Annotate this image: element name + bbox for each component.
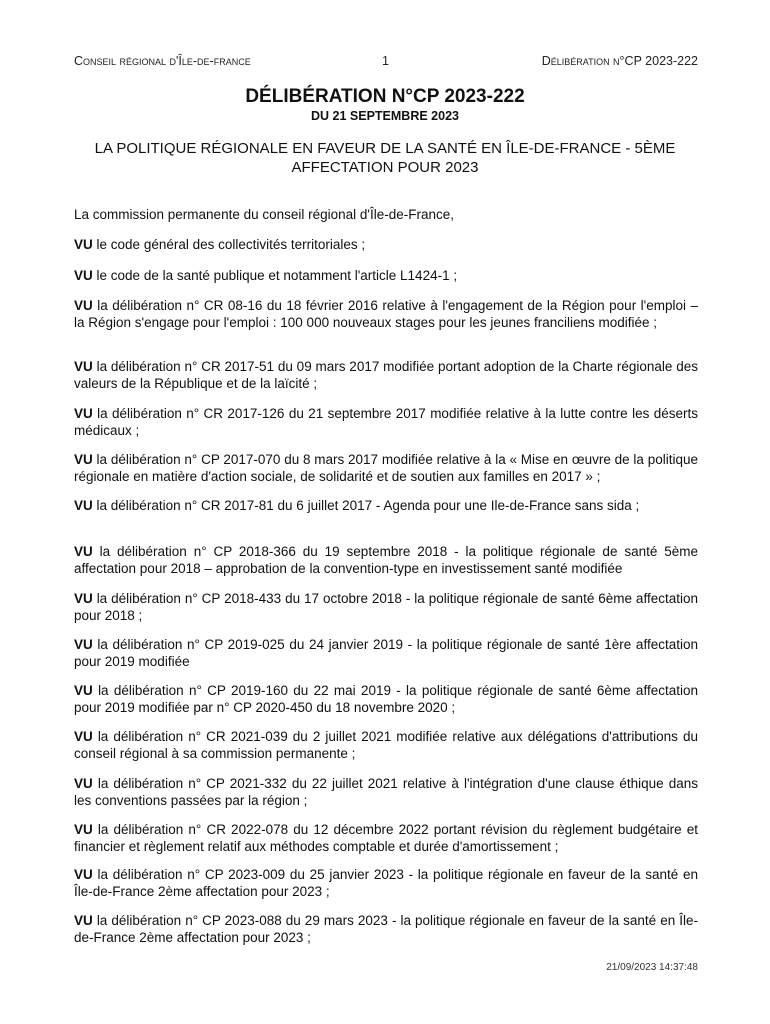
vu-text: la délibération n° CP 2023-009 du 25 janvier 2023 - la politique régionale en faveur de la santé en Île-de-France 2ème affectation pour 2023 ; [74,867,698,899]
vu-paragraph [74,636,698,670]
vu-label: VU [74,822,93,837]
vu-label: VU [74,498,93,513]
vu-text: la délibération n° CP 2018-366 du 19 septembre 2018 - la politique régionale de santé 5ème affectation pour 2018 – approbation de la convention-type en investissement santé modifiée [74,544,698,576]
vu-paragraph [74,682,698,716]
header-page-number: 1 [382,54,389,68]
vu-label: VU [74,867,93,882]
vu-text: le code général des collectivités territoriales ; [96,237,366,252]
vu-paragraph [74,297,698,331]
footer-timestamp: 21/09/2023 14:37:48 [606,962,698,973]
document-date: DU 21 SEPTEMBRE 2023 [311,109,459,123]
vu-paragraph [74,358,698,392]
vu-paragraph [74,866,698,900]
document-title: DÉLIBÉRATION N°CP 2023-222 [245,86,525,107]
vu-label: VU [74,452,93,467]
vu-text: la délibération n° CP 2021-332 du 22 juillet 2021 relative à l'intégration d'une clause éthique dans les conventions passées par la région ; [74,776,698,808]
vu-paragraph [74,236,698,253]
vu-label: VU [74,729,93,744]
vu-paragraph [74,821,698,855]
header-deliberation-ref: Délibération n°CP 2023-222 [541,54,698,68]
vu-text: la délibération n° CR 08-16 du 18 février 2016 relative à l'engagement de la Région pour l'emploi – la Région s'engage pour l'emploi : 100 000 nouveaux stages pour les jeunes franciliens modifiée ; [74,298,698,330]
vu-text: la délibération n° CR 2017-81 du 6 juillet 2017 - Agenda pour une Ile-de-France sans sida ; [96,498,640,513]
vu-label: VU [74,913,93,928]
vu-text: la délibération n° CP 2019-025 du 24 janvier 2019 - la politique régionale de santé 1ère affectation pour 2019 modifiée [74,637,698,669]
vu-text: la délibération n° CR 2017-126 du 21 septembre 2017 modifiée relative à la lutte contre les déserts médicaux ; [74,406,698,438]
vu-label: VU [74,298,93,313]
vu-paragraph [74,497,698,514]
vu-text: la délibération n° CR 2022-078 du 12 décembre 2022 portant révision du règlement budgétaire et financier et règlement relatif aux méthodes comptable et durée d'amortissement ; [74,822,698,854]
vu-label: VU [74,683,93,698]
vu-text: la délibération n° CP 2023-088 du 29 mars 2023 - la politique régionale en faveur de la santé en Île-de-France 2ème affectation pour 2023 ; [74,913,698,945]
header-organization: Conseil régional d'Île-de-france [74,54,251,68]
vu-text: la délibération n° CP 2019-160 du 22 mai 2019 - la politique régionale de santé 6ème affectation pour 2019 modifiée par n° CP 2020-450 du 18 novembre 2020 ; [74,683,698,715]
vu-label: VU [74,237,93,252]
vu-text: la délibération n° CP 2017-070 du 8 mars 2017 modifiée relative à la « Mise en œuvre de la politique régionale en matière d'action sociale, de solidarité et de soutien aux familles en 2017 » ; [74,452,698,484]
vu-paragraph [74,728,698,762]
vu-label: VU [74,591,93,606]
vu-paragraph [74,451,698,485]
vu-text: le code de la santé publique et notamment l'article L1424-1 ; [96,268,458,283]
vu-label: VU [74,359,93,374]
vu-text: la délibération n° CR 2021-039 du 2 juillet 2021 modifiée relative aux délégations d'attributions du conseil régional à sa commission permanente ; [74,729,698,761]
vu-text: la délibération n° CR 2017-51 du 09 mars 2017 modifiée portant adoption de la Charte régionale des valeurs de la République et de la laïcité ; [74,359,698,391]
vu-label: VU [74,776,93,791]
intro-paragraph: La commission permanente du conseil régional d'Île-de-France, [74,207,455,222]
vu-label: VU [74,544,93,559]
vu-paragraph [74,775,698,809]
vu-paragraph [74,405,698,439]
vu-label: VU [74,268,93,283]
vu-paragraph [74,267,698,284]
vu-paragraph [74,912,698,946]
vu-label: VU [74,637,93,652]
vu-label: VU [74,406,93,421]
vu-text: la délibération n° CP 2018-433 du 17 octobre 2018 - la politique régionale de santé 6ème affectation pour 2018 ; [74,591,698,623]
vu-paragraph [74,590,698,624]
document-subject: LA POLITIQUE RÉGIONALE EN FAVEUR DE LA SANTÉ EN ÎLE-DE-FRANCE - 5ÈME AFFECTATION POUR 2023 [94,140,676,176]
vu-paragraph [74,543,698,577]
